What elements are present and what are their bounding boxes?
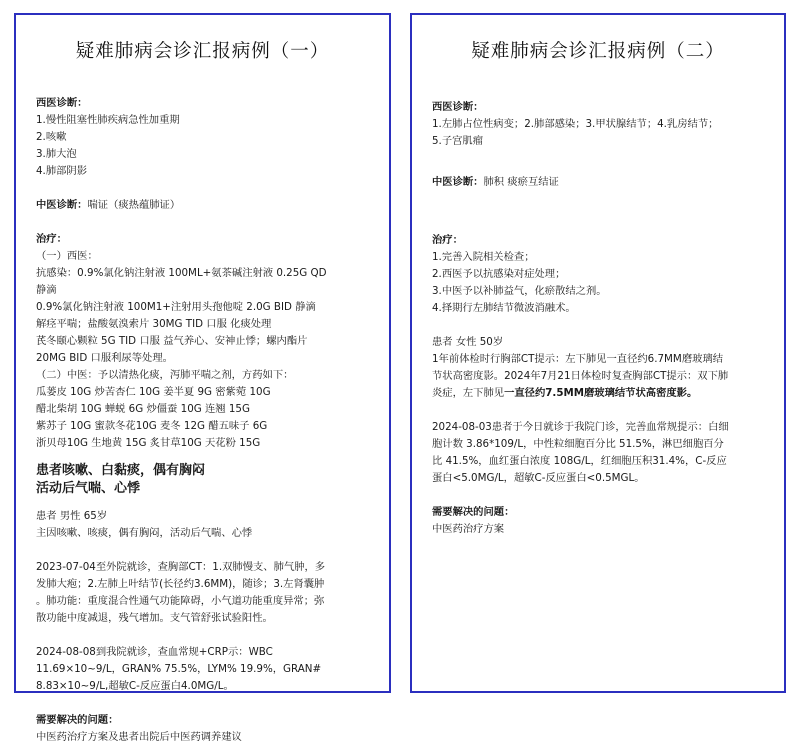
western-dx-item: 2.咳嗽 <box>36 131 67 143</box>
history-line: 。肺功能：重度混合性通气功能障碍，小气道功能重度异常；弥 <box>36 595 325 607</box>
treatment-line: 芪冬颐心颗粒 5G TID 口服 益气养心、安神止悸；螺内酯片 <box>36 335 308 347</box>
lab-line: 蛋白<5.0MG/L，超敏C-反应蛋白<0.5MGL。 <box>432 472 645 484</box>
treatment-line: 静滴 <box>36 284 57 296</box>
western-dx-item: 1.慢性阻塞性肺疾病急性加重期 <box>36 114 180 126</box>
history-line: 2023-07-04至外院就诊，查胸部CT：1.双肺慢支、肺气肿，多 <box>36 561 326 573</box>
history-line: 散功能中度减退，残气增加。支气管舒张试验阳性。 <box>36 612 273 624</box>
western-dx-item: 1.左肺占位性病变；2.肺部感染；3.甲状腺结节；4.乳房结节； <box>432 118 719 130</box>
tcm-dx-label: 中医诊断： <box>432 176 484 188</box>
case-content <box>432 99 770 538</box>
ct-line: 1年前体检时行胸部CT提示：左下肺见一直径约6.7MM磨玻璃结 <box>432 353 724 365</box>
case-content <box>36 95 375 746</box>
treatment-line: 20MG BID 口服利尿等处理。 <box>36 352 173 364</box>
treatment-label: 治疗： <box>432 234 463 246</box>
lab-line: 2024-08-08到我院就诊，查血常规+CRP示：WBC <box>36 646 273 658</box>
ct-line: 节状高密度影。2024年7月21日体检时复查胸部CT提示：双下肺 <box>432 370 729 382</box>
case-title: 疑难肺病会诊汇报病例（一） <box>75 41 330 62</box>
western-dx-item: 4.肺部阴影 <box>36 165 88 177</box>
treatment-line: 紫苏子 10G 蜜款冬花10G 麦冬 12G 醋五味子 6G <box>36 420 268 432</box>
tcm-dx-value: 肺积 痰瘀互结证 <box>483 176 559 188</box>
patient-info: 患者 女性 50岁 <box>432 336 504 348</box>
problem-label: 需要解决的问题： <box>432 506 515 518</box>
problem-text: 中医药治疗方案 <box>432 523 505 535</box>
lab-line: 8.83×10~9/L,超敏C-反应蛋白4.0MG/L。 <box>36 680 234 692</box>
chief-complaint-highlight: 活动后气喘、心悸 <box>36 481 141 496</box>
ct-line <box>432 385 770 402</box>
treatment-line: 1.完善入院相关检查； <box>432 251 535 263</box>
tcm-dx <box>36 197 375 214</box>
chief-complaint-highlight: 患者咳嗽、白黏痰，偶有胸闷 <box>36 463 206 478</box>
treatment-line: 4.择期行左肺结节微波消融术。 <box>432 302 576 314</box>
problem-label: 需要解决的问题： <box>36 714 119 726</box>
western-dx-label: 西医诊断： <box>36 97 88 109</box>
treatment-line: 浙贝母10G 生地黄 15G 炙甘草10G 天花粉 15G <box>36 437 261 449</box>
western-dx-item: 5.子宫肌瘤 <box>432 135 484 147</box>
problem-text: 中医药治疗方案及患者出院后中医药调养建议 <box>36 731 242 743</box>
ct-text-bold: 一直径约7.5MM磨玻璃结节状高密度影。 <box>504 387 698 399</box>
lab-line: 胞计数 3.86*109/L，中性粒细胞百分比 51.5%，淋巴细胞百分 <box>432 438 724 450</box>
patient-info: 患者 男性 65岁 <box>36 510 108 522</box>
case-title: 疑难肺病会诊汇报病例（二） <box>471 41 725 62</box>
tcm-dx-label: 中医诊断： <box>36 199 88 211</box>
treatment-line: 3.中医予以补肺益气，化瘀散结之剂。 <box>432 285 607 297</box>
treatment-line: 瓜蒌皮 10G 炒苦杏仁 10G 姜半夏 9G 密紫菀 10G <box>36 386 271 398</box>
western-dx-label: 西医诊断： <box>432 101 484 113</box>
case-panel-2 <box>410 13 786 693</box>
ct-text: 炎症，左下肺见 <box>432 387 505 399</box>
western-dx-item: 3.肺大泡 <box>36 148 77 160</box>
lab-line: 11.69×10~9/L，GRAN% 75.5%，LYM% 19.9%，GRAN# <box>36 663 322 675</box>
case-panel-1 <box>14 13 391 743</box>
treatment-line: （二）中医：予以清热化痰，泻肺平喘之剂，方药如下： <box>36 369 294 381</box>
treatment-line: 抗感染：0.9%氯化钠注射液 100ML+氨茶碱注射液 0.25G QD <box>36 267 327 279</box>
tcm-dx-value: 喘证（痰热蕴肺证） <box>87 199 181 211</box>
lab-line: 比 41.5%，血红蛋白浓度 108G/L，红细胞压积31.4%，C-反应 <box>432 455 727 467</box>
tcm-dx <box>432 174 770 191</box>
lab-line: 2024-08-03患者于今日就诊于我院门诊，完善血常规提示：白细 <box>432 421 729 433</box>
treatment-line: 2.西医予以抗感染对症处理； <box>432 268 566 280</box>
treatment-line: 0.9%氯化钠注射液 100M1+注射用头孢他啶 2.0G BID 静滴 <box>36 301 316 313</box>
treatment-line: 解痉平喘；盐酸氨溴索片 30MG TID 口服 化痰处理 <box>36 318 272 330</box>
treatment-label: 治疗： <box>36 233 67 245</box>
complaint: 主因咳嗽、咳痰，偶有胸闷，活动后气喘、心悸 <box>36 527 253 539</box>
treatment-line: 醋北柴胡 10G 蝉蜕 6G 炒僵蚕 10G 连翘 15G <box>36 403 250 415</box>
history-line: 发肺大疱；2.左肺上叶结节(长径约3.6MM)，随诊；3.左肾囊肿 <box>36 578 325 590</box>
treatment-line: （一）西医： <box>36 250 98 262</box>
